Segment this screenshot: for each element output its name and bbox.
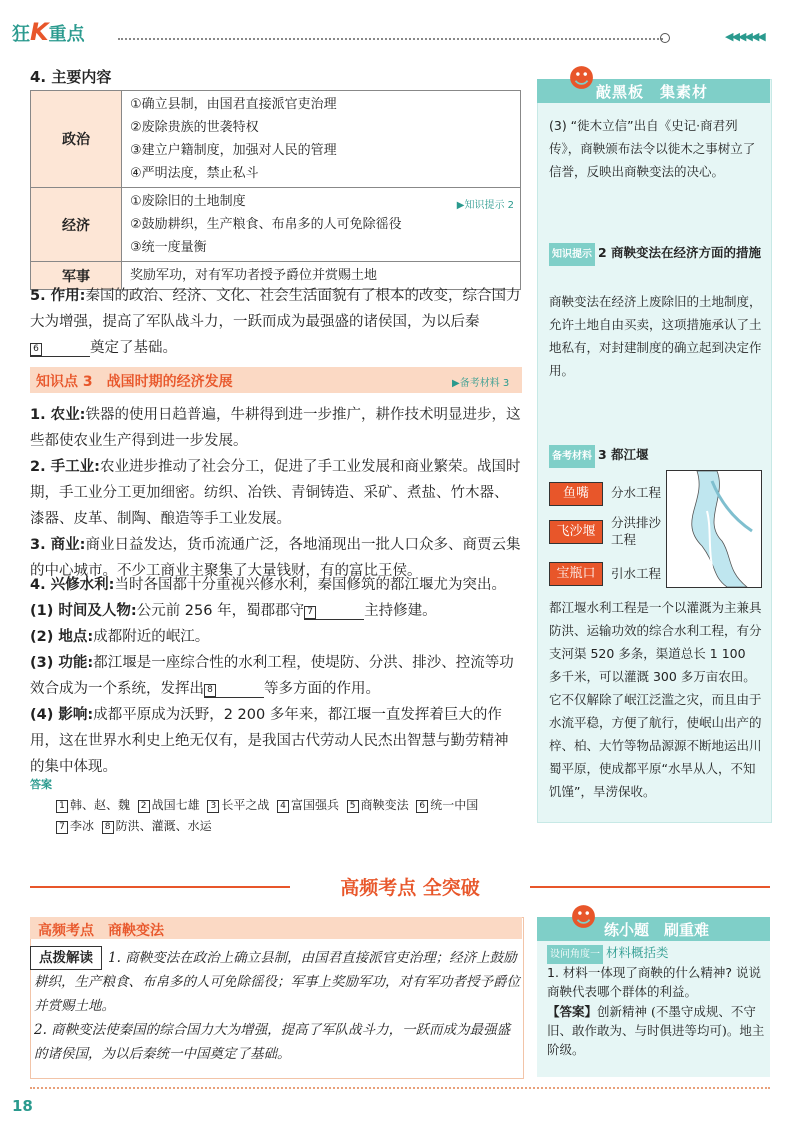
section-title: 4. 主要内容 <box>30 68 112 86</box>
water-paragraph: 4. 兴修水利:当时各国都十分重视兴修水利，秦国修筑的都江堰尤为突出。 (1) 时间及人物:公元前 256 年，蜀郡郡守 7 主持修建。 (2) 地点:成都附近的岷江。 (3) 功能:都江堰是一座综合性的水利工程，使堤防、分洪、排沙、控流等功效合成为一个系统，发挥出 8 等多方面的作用。 (4) 影响:成都平原成为沃野，2 200 多年来，都江堰一直发挥着巨大的作用，这在世界水利史上绝无仅有，是我国古代劳动人民杰出智慧与勤劳精神的集中体现。 <box>30 577 514 775</box>
list-item: ④严明法度，禁止私斗 <box>130 166 259 181</box>
header-divider <box>118 38 663 40</box>
practice-question: 1. 材料一体现了商鞅的什么精神? 说说商鞅代表哪个群体的利益。 <box>547 965 762 999</box>
list-item: ①确立县制，由国君直接派官吏治理 <box>130 97 337 112</box>
practice-tag: 设问角度一 材料概括类 <box>547 943 765 964</box>
tip-text: 商鞅变法在经济上废除旧的土地制度，允许土地自由买卖，这项措施承认了土地私有，对封建制度的确立起到决定作用。 <box>549 294 762 378</box>
label-desc: 分水工程 <box>611 485 662 500</box>
kp3-title: 知识点 3 战国时期的经济发展 <box>36 374 233 390</box>
craft-paragraph: 2. 手工业:农业进步推动了社会分工，促进了手工业发展和商业繁荣。战国时期，手工业分工更加细密。纺织、冶铁、青铜铸造、采矿、煮盐、竹木器、漆器、皮革、制陶、酿造等手工业发展。 <box>30 459 521 527</box>
list-item: ②废除贵族的世袭特权 <box>130 120 259 135</box>
answer-icon: 答案 <box>30 778 52 791</box>
brand-logo: 狂K重点 <box>12 18 85 46</box>
row-category: 经济 <box>31 188 122 262</box>
commerce-paragraph: 3. 商业:商业日益发达，货币流通广泛，各地涌现出一批人口众多、商贾云集的中心城市。不少工商业主聚集了大量钱财，有的富比王侯。 <box>30 537 521 579</box>
row-category: 军事 <box>31 262 122 290</box>
header-arrows-icon: ◀◀◀◀◀◀ <box>725 30 764 43</box>
gaopin-title: 高频考点 商鞅变法 <box>38 923 164 939</box>
list-item: ③建立户籍制度，加强对人民的管理 <box>130 143 337 158</box>
practice-answer: 【答案】创新精神 (不墨守成规、不守旧、敢作敢为、与时俱进等均可)。地主阶级。 <box>547 1004 765 1057</box>
material-text: 都江堰水利工程是一个以灌溉为主兼具防洪、运输功效的综合水利工程，有分支河渠 520 多条，渠道总长 1 100 多千米，可以灌溉 300 多万亩农田。它不仅解除了岷江泛滥之灾，而且由于水流平稳，方便了航行，使岷山出产的梓、柏、大竹等物品源源不断地运出川蜀平原，使成都平原“水旱从人，不知饥馑”，旱涝保收。 <box>549 600 762 799</box>
material-title: 备考材料 3 都江堰 <box>549 443 762 468</box>
teacher-icon: ☻ <box>568 64 596 94</box>
tip-title: 知识提示 2 商鞅变法在经济方面的措施 <box>549 241 762 266</box>
label-baopingkou: 宝瓶口 <box>549 562 603 586</box>
fill-blank: 8 <box>204 681 264 698</box>
student-icon: ☻ <box>570 903 598 933</box>
agri-paragraph: 1. 农业:铁器的使用日趋普遍，牛耕得到进一步推广，耕作技术明显进步，这些都使农业生产得到进一步发展。 <box>30 407 521 449</box>
label-feishayan: 飞沙堰 <box>549 520 603 544</box>
sidebar-title: 敲黑板 集素材 <box>596 83 709 101</box>
list-item: ③统一度量衡 <box>130 240 207 255</box>
list-item: 奖励军功，对有军功者授予爵位并赏赐土地 <box>130 268 378 283</box>
list-item: ②鼓励耕织，生产粮食、布帛多的人可免除徭役 <box>130 217 402 232</box>
content-table <box>30 90 521 290</box>
knowledge-tip-link[interactable]: ▶知识提示 2 <box>456 200 514 211</box>
fill-blank: 6 <box>30 340 90 357</box>
kp3-tag[interactable]: ▶备考材料 3 <box>452 378 510 389</box>
table-row <box>31 91 521 188</box>
list-item: ①废除旧的土地制度 <box>130 194 246 209</box>
table-row <box>31 188 521 262</box>
material-3-text: (3) “徙木立信”出自《史记·商君列传》，商鞅颁布法令以徙木之事树立了信誉，反映出商鞅变法的决心。 <box>549 118 756 179</box>
effect-paragraph: 5. 作用:秦国的政治、经济、文化、社会生活面貌有了根本的改变，综合国力大为增强，提高了军队战斗力，一跃而成为最强盛的诸侯国，为以后秦6 奠定了基础。 <box>30 288 521 356</box>
answer-line: 1 韩、赵、魏 2 战国七雄 3 长平之战 4 富国强兵 5 商鞅变法 6 统一中国 <box>56 795 478 815</box>
fill-blank: 7 <box>304 603 364 620</box>
gaopin-p2: 2. 商鞅变法使秦国的综合国力大为增强，提高了军队战斗力，一跃而成为最强盛的诸侯国，为以后秦统一中国奠定了基础。 <box>34 1022 511 1062</box>
gaopin-p1: 1. 商鞅变法在政治上确立县制，由国君直接派官吏治理；经济上鼓励耕织，生产粮食、布帛多的人可免除徭役；军事上奖励军功，对有军功者授予爵位并赏赐土地。 <box>34 950 520 1014</box>
pb-label: 点拨解读 <box>30 946 102 970</box>
page-number: 18 <box>12 1097 33 1115</box>
label-desc: 引水工程 <box>611 566 662 581</box>
header-circle-icon <box>660 33 670 43</box>
label-yuzui: 鱼嘴 <box>549 482 603 506</box>
row-category: 政治 <box>31 91 122 188</box>
label-desc: 分洪排沙工程 <box>611 515 662 547</box>
practice-title: 练小题 刷重难 <box>604 921 710 939</box>
section-banner: 高频考点 全突破 <box>290 873 530 900</box>
answer-line: 7 李冰 8 防洪、灌溉、水运 <box>56 816 212 836</box>
dujiangyan-map <box>666 470 762 588</box>
footer-divider <box>30 1087 770 1089</box>
